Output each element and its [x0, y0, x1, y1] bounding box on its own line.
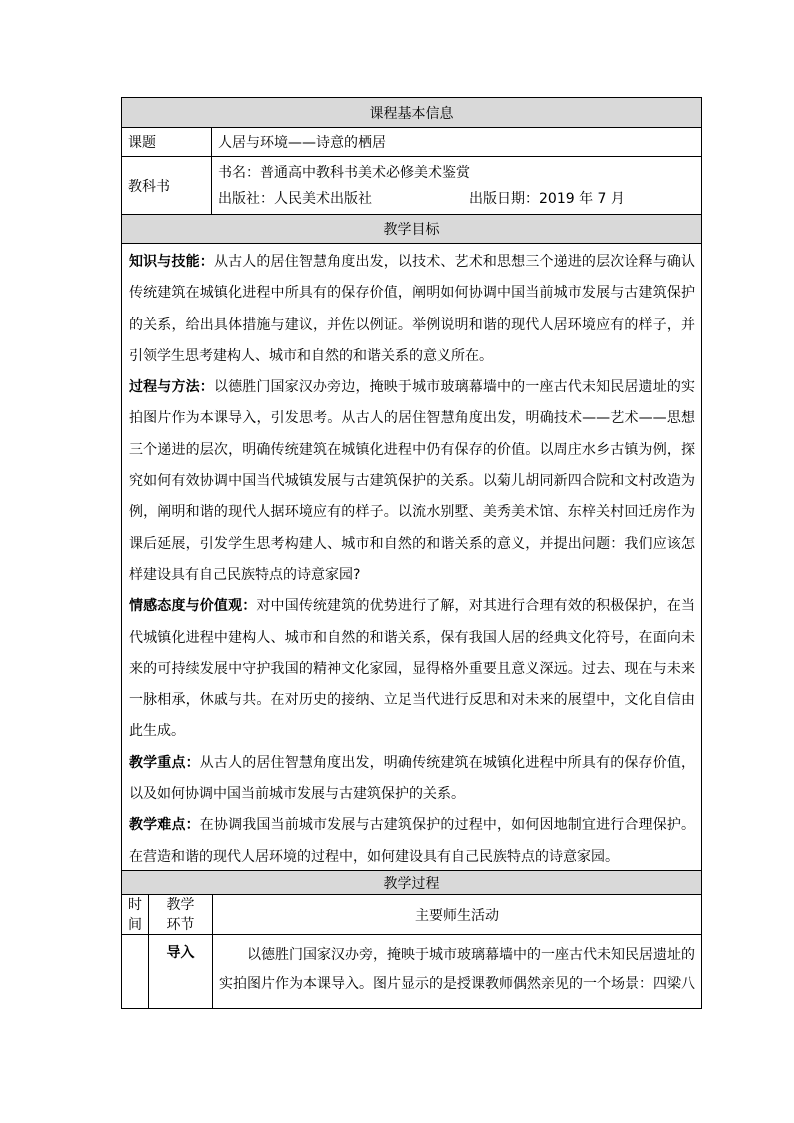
book-name: 书名：普通高中教科书美术必修美术鉴赏 [218, 165, 470, 181]
lesson-plan-table [121, 97, 702, 1009]
goal-key-point: 教学重点：从古人的居住智慧角度出发，明确传统建筑在城镇化进程中所具有的保存价值，以及如何协调中国当前城市发展与古建筑保护的关系。 [129, 754, 696, 803]
intro-stage-cell: 导入 [149, 935, 213, 1008]
section-title-process: 教学过程 [383, 875, 440, 892]
intro-time-cell [122, 935, 149, 1008]
publisher: 出版社：人民美术出版社 [218, 191, 372, 207]
section-header-process [122, 871, 701, 895]
textbook-label: 教科书 [122, 157, 212, 214]
process-column-headers [122, 895, 701, 935]
goal-difficulty: 教学难点：在协调我国当前城市发展与古建筑保护的过程中，如何因地制宜进行合理保护。在营造和谐的现代人居环境的过程中，如何建设具有自己民族特点的诗意家园。 [129, 817, 696, 865]
topic-label: 课题 [122, 128, 212, 156]
section-header-goals [122, 215, 701, 244]
goals-row [122, 244, 701, 871]
textbook-info [212, 157, 701, 214]
section-header-basic-info [122, 98, 701, 128]
section-title-basic-info: 课程基本信息 [369, 105, 454, 122]
goal-knowledge: 知识与技能：从古人的居住智慧角度出发，以技术、艺术和思想三个递进的层次诠释与确认传统建筑在城镇化进程中所具有的保存价值，阐明如何协调中国当前城市发展与古建筑保护的关系，给出具体措施与建议，并佐以例证。举例说明和谐的现代人居环境应有的样子，并引领学生思考建构人、城市和自然的和谐关系的意义所在。 [129, 254, 696, 364]
process-row-intro [122, 935, 701, 1008]
topic-value: 人居与环境——诗意的栖居 [218, 135, 386, 151]
column-header-stage: 教学 环节 [149, 895, 213, 934]
textbook-row [122, 157, 701, 215]
column-header-time: 时 间 [122, 895, 149, 934]
publish-date: 出版日期：2019 年 7 月 [469, 191, 625, 207]
goals-content [122, 244, 701, 870]
goal-attitude: 情感态度与价值观：对中国传统建筑的优势进行了解，对其进行合理有效的积极保护，在当代城镇化进程中建构人、城市和自然的和谐关系，保有我国人居的经典文化符号，在面向未来的可持续发展中守护我国的精神文化家园，显得格外重要且意义深远。过去、现在与未来一脉相承，休戚与共。在对历史的接纳、立足当代进行反思和对未来的展望中，文化自信由此生成。 [129, 598, 696, 740]
section-title-goals: 教学目标 [383, 222, 440, 238]
column-header-activity: 主要师生活动 [415, 907, 499, 924]
topic-row [122, 128, 701, 157]
intro-activity-text: 以德胜门国家汉办旁，掩映于城市玻璃幕墙中的一座古代未知民居遗址的实拍图片作为本课导入。图片显示的是授课教师偶然亲见的一个场景：四梁八 [219, 947, 695, 992]
goal-process: 过程与方法：以德胜门国家汉办旁边，掩映于城市玻璃幕墙中的一座古代未知民居遗址的实拍图片作为本课导入，引发思考。从古人的居住智慧角度出发，明确技术——艺术——思想三个递进的层次，明确传统建筑在城镇化进程中仍有保存的价值。以周庄水乡古镇为例，探究如何有效协调中国当代城镇发展与古建筑保护的关系。以菊儿胡同新四合院和文村改造为例，阐明和谐的现代人据环境应有的样子。以流水别墅、美秀美术馆、东梓关村回迁房作为课后延展，引发学生思考构建人、城市和自然的和谐关系的意义，并提出问题：我们应该怎样建设具有自己民族特点的诗意家园? [129, 379, 696, 583]
